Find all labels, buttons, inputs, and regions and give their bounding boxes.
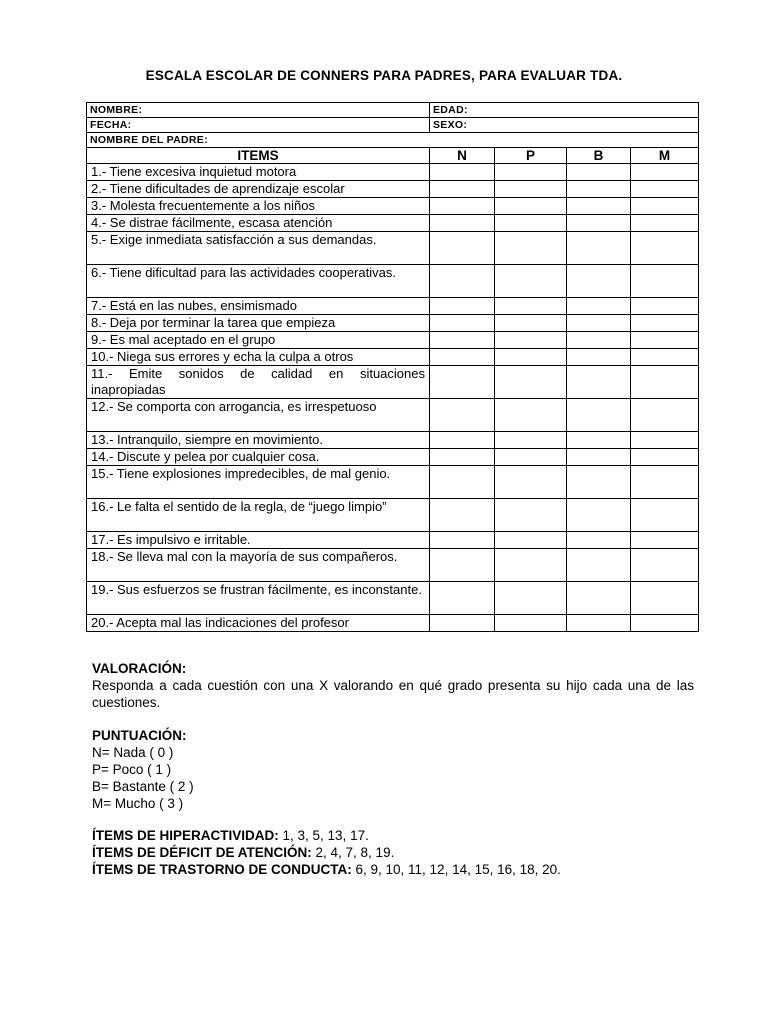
table-row <box>87 582 699 615</box>
item-question: 16.- Le falta el sentido de la regla, de “juego limpio” <box>87 499 430 532</box>
table-row <box>87 215 699 232</box>
answer-cell-b[interactable] <box>567 499 631 532</box>
column-header-p: P <box>495 148 567 164</box>
answer-cell-m[interactable] <box>631 499 699 532</box>
answer-cell-b[interactable] <box>567 349 631 366</box>
answer-cell-n[interactable] <box>430 532 495 549</box>
answer-cell-m[interactable] <box>631 449 699 466</box>
item-question: 7.- Está en las nubes, ensimismado <box>87 298 430 315</box>
answer-cell-p[interactable] <box>495 232 567 265</box>
item-question: 4.- Se distrae fácilmente, escasa atención <box>87 215 430 232</box>
answer-cell-b[interactable] <box>567 315 631 332</box>
item-question: 6.- Tiene dificultad para las actividades cooperativas. <box>87 265 430 298</box>
table-row <box>87 181 699 198</box>
answer-cell-p[interactable] <box>495 582 567 615</box>
puntuacion-line: M= Mucho ( 3 ) <box>92 796 184 811</box>
answer-cell-m[interactable] <box>631 582 699 615</box>
answer-cell-n[interactable] <box>430 332 495 349</box>
answer-cell-m[interactable] <box>631 315 699 332</box>
answer-cell-n[interactable] <box>430 232 495 265</box>
answer-cell-n[interactable] <box>430 215 495 232</box>
categorias-section <box>92 827 694 878</box>
answer-cell-b[interactable] <box>567 399 631 432</box>
answer-cell-n[interactable] <box>430 366 495 399</box>
nombre-padre-field[interactable] <box>87 133 699 148</box>
answer-cell-p[interactable] <box>495 466 567 499</box>
answer-cell-n[interactable] <box>430 466 495 499</box>
edad-field[interactable] <box>430 103 699 118</box>
answer-cell-b[interactable] <box>567 549 631 582</box>
categoria-deficit-atencion <box>92 844 694 861</box>
item-question: 20.- Acepta mal las indicaciones del profesor <box>87 615 430 632</box>
table-row <box>87 549 699 582</box>
categoria-label: ÍTEMS DE DÉFICIT DE ATENCIÓN: <box>92 845 312 860</box>
puntuacion-line: B= Bastante ( 2 ) <box>92 779 194 794</box>
answer-cell-b[interactable] <box>567 532 631 549</box>
answer-cell-p[interactable] <box>495 332 567 349</box>
item-question: 12.- Se comporta con arrogancia, es irrespetuoso <box>87 399 430 432</box>
answer-cell-m[interactable] <box>631 181 699 198</box>
answer-cell-m[interactable] <box>631 549 699 582</box>
fecha-label: FECHA: <box>90 119 132 131</box>
table-row <box>87 466 699 499</box>
categoria-label: ÍTEMS DE HIPERACTIVIDAD: <box>92 828 279 843</box>
puntuacion-line: P= Poco ( 1 ) <box>92 762 172 777</box>
item-question: 17.- Es impulsivo e irritable. <box>87 532 430 549</box>
table-row <box>87 499 699 532</box>
item-question: 3.- Molesta frecuentemente a los niños <box>87 198 430 215</box>
answer-cell-n[interactable] <box>430 164 495 181</box>
nombre-padre-label: NOMBRE DEL PADRE: <box>90 134 208 146</box>
items-column-header: ITEMS <box>87 148 430 164</box>
answer-cell-b[interactable] <box>567 215 631 232</box>
answer-cell-n[interactable] <box>430 298 495 315</box>
answer-cell-n[interactable] <box>430 549 495 582</box>
categoria-values: 6, 9, 10, 11, 12, 14, 15, 16, 18, 20. <box>351 862 561 877</box>
answer-cell-b[interactable] <box>567 164 631 181</box>
puntuacion-heading: PUNTUACIÓN: <box>92 728 187 743</box>
table-row <box>87 399 699 432</box>
answer-cell-b[interactable] <box>567 366 631 399</box>
answer-cell-p[interactable] <box>495 449 567 466</box>
answer-cell-m[interactable] <box>631 432 699 449</box>
table-row <box>87 532 699 549</box>
table-row <box>87 332 699 349</box>
answer-cell-b[interactable] <box>567 265 631 298</box>
answer-cell-m[interactable] <box>631 298 699 315</box>
answer-cell-n[interactable] <box>430 615 495 632</box>
valoracion-section <box>92 660 694 711</box>
answer-cell-m[interactable] <box>631 349 699 366</box>
table-row <box>87 265 699 298</box>
table-row <box>87 349 699 366</box>
table-row <box>87 298 699 315</box>
answer-cell-p[interactable] <box>495 215 567 232</box>
item-question: 14.- Discute y pelea por cualquier cosa. <box>87 449 430 466</box>
nombre-field[interactable] <box>87 103 430 118</box>
column-header-n: N <box>430 148 495 164</box>
answer-cell-b[interactable] <box>567 298 631 315</box>
answer-cell-p[interactable] <box>495 164 567 181</box>
answer-cell-p[interactable] <box>495 532 567 549</box>
answer-cell-b[interactable] <box>567 332 631 349</box>
answer-cell-p[interactable] <box>495 265 567 298</box>
answer-cell-b[interactable] <box>567 449 631 466</box>
answer-cell-p[interactable] <box>495 366 567 399</box>
item-question: 13.- Intranquilo, siempre en movimiento. <box>87 432 430 449</box>
item-question: 9.- Es mal aceptado en el grupo <box>87 332 430 349</box>
answer-cell-b[interactable] <box>567 466 631 499</box>
answer-cell-p[interactable] <box>495 298 567 315</box>
answer-cell-b[interactable] <box>567 432 631 449</box>
categoria-trastorno-conducta <box>92 861 694 878</box>
table-row <box>87 449 699 466</box>
item-question: 2.- Tiene dificultades de aprendizaje escolar <box>87 181 430 198</box>
categoria-hiperactividad <box>92 827 694 844</box>
answer-cell-p[interactable] <box>495 549 567 582</box>
table-row <box>87 198 699 215</box>
valoracion-heading: VALORACIÓN: <box>92 661 187 676</box>
categoria-label: ÍTEMS DE TRASTORNO DE CONDUCTA: <box>92 862 352 877</box>
answer-cell-p[interactable] <box>495 315 567 332</box>
answer-cell-b[interactable] <box>567 582 631 615</box>
answer-cell-n[interactable] <box>430 349 495 366</box>
table-row <box>87 615 699 632</box>
answer-cell-n[interactable] <box>430 499 495 532</box>
valoracion-text: Responda a cada cuestión con una X valorando en qué grado presenta su hijo cada una de las cuestiones. <box>92 678 694 710</box>
items-body <box>87 164 699 632</box>
categoria-values: 2, 4, 7, 8, 19. <box>311 845 395 860</box>
answer-cell-m[interactable] <box>631 615 699 632</box>
edad-label: EDAD: <box>433 104 468 116</box>
answer-cell-m[interactable] <box>631 466 699 499</box>
answer-cell-m[interactable] <box>631 332 699 349</box>
answer-cell-p[interactable] <box>495 181 567 198</box>
puntuacion-section <box>92 727 694 812</box>
answer-cell-m[interactable] <box>631 366 699 399</box>
answer-cell-n[interactable] <box>430 399 495 432</box>
document-title: ESCALA ESCOLAR DE CONNERS PARA PADRES, PARA EVALUAR TDA. <box>145 68 623 83</box>
answer-cell-n[interactable] <box>430 265 495 298</box>
item-question: 8.- Deja por terminar la tarea que empieza <box>87 315 430 332</box>
answer-cell-p[interactable] <box>495 349 567 366</box>
categoria-values: 1, 3, 5, 13, 17. <box>278 828 369 843</box>
answer-cell-p[interactable] <box>495 399 567 432</box>
nombre-label: NOMBRE: <box>90 104 143 116</box>
answer-cell-p[interactable] <box>495 198 567 215</box>
answer-cell-n[interactable] <box>430 198 495 215</box>
table-row <box>87 315 699 332</box>
answer-cell-n[interactable] <box>430 449 495 466</box>
item-question: 5.- Exige inmediata satisfacción a sus demandas. <box>87 232 430 265</box>
answer-cell-b[interactable] <box>567 615 631 632</box>
sexo-label: SEXO: <box>433 119 468 131</box>
answer-cell-p[interactable] <box>495 499 567 532</box>
conners-form-table <box>86 102 699 632</box>
answer-cell-m[interactable] <box>631 198 699 215</box>
puntuacion-line: N= Nada ( 0 ) <box>92 745 174 760</box>
item-question: 11.- Emite sonidos de calidad en situaciones inapropiadas <box>87 366 430 399</box>
answer-cell-n[interactable] <box>430 432 495 449</box>
answer-cell-n[interactable] <box>430 181 495 198</box>
answer-cell-b[interactable] <box>567 232 631 265</box>
answer-cell-b[interactable] <box>567 198 631 215</box>
table-row <box>87 232 699 265</box>
item-question: 19.- Sus esfuerzos se frustran fácilmente, es inconstante. <box>87 582 430 615</box>
answer-cell-m[interactable] <box>631 164 699 181</box>
table-row <box>87 432 699 449</box>
sexo-field[interactable] <box>430 118 699 133</box>
answer-cell-m[interactable] <box>631 532 699 549</box>
item-question: 10.- Niega sus errores y echa la culpa a otros <box>87 349 430 366</box>
answer-cell-p[interactable] <box>495 615 567 632</box>
answer-cell-m[interactable] <box>631 399 699 432</box>
answer-cell-p[interactable] <box>495 432 567 449</box>
item-question: 18.- Se lleva mal con la mayoría de sus compañeros. <box>87 549 430 582</box>
answer-cell-n[interactable] <box>430 582 495 615</box>
answer-cell-m[interactable] <box>631 265 699 298</box>
column-header-b: B <box>567 148 631 164</box>
answer-cell-n[interactable] <box>430 315 495 332</box>
fecha-field[interactable] <box>87 118 430 133</box>
answer-cell-m[interactable] <box>631 232 699 265</box>
answer-cell-m[interactable] <box>631 215 699 232</box>
table-row <box>87 164 699 181</box>
item-question: 15.- Tiene explosiones impredecibles, de mal genio. <box>87 466 430 499</box>
column-header-m: M <box>631 148 699 164</box>
answer-cell-b[interactable] <box>567 181 631 198</box>
table-row <box>87 366 699 399</box>
item-question: 1.- Tiene excesiva inquietud motora <box>87 164 430 181</box>
